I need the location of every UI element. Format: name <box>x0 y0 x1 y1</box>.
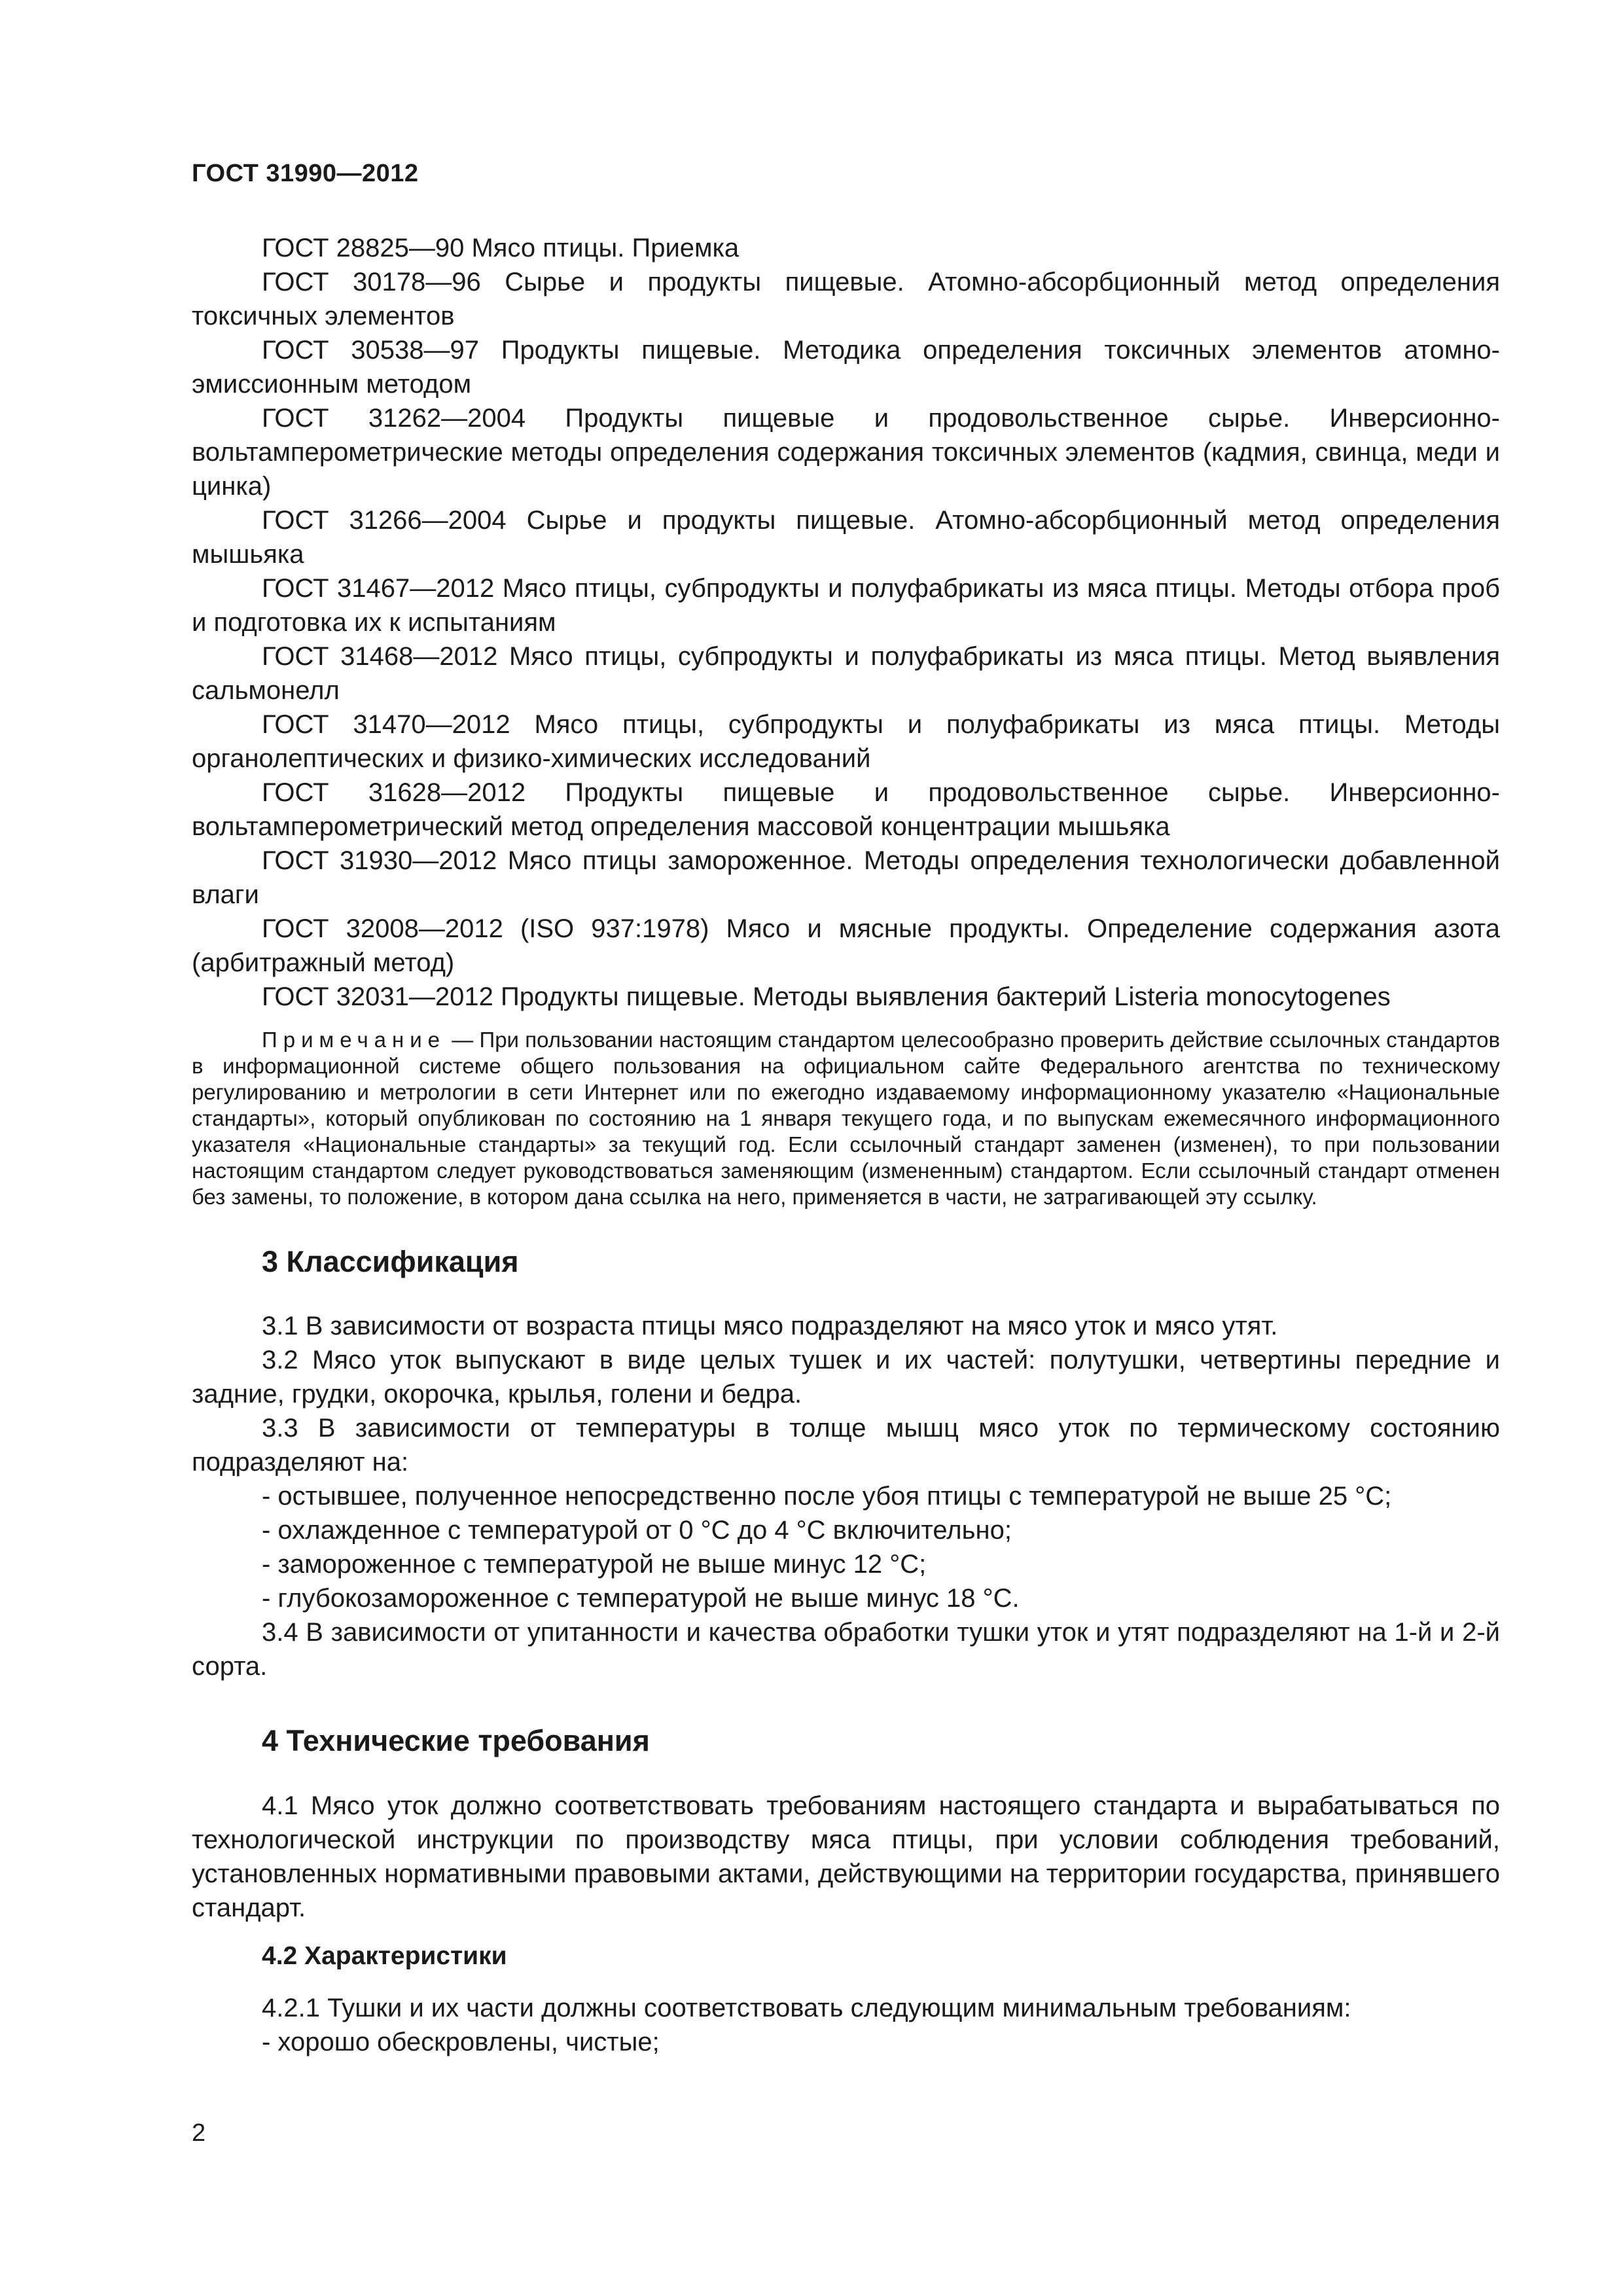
list-item: - остывшее, полученное непосредственно после убоя птицы с температурой не выше 25 °С; <box>262 1482 1392 1511</box>
reference-item: ГОСТ 31266—2004 Сырье и продукты пищевые. Атомно-абсорбционный метод определения мышьяка <box>192 506 1500 569</box>
paragraph: 3.1 В зависимости от возраста птицы мясо подразделяют на мясо уток и мясо утят. <box>262 1312 1278 1340</box>
subsection-header <box>192 1939 1500 1973</box>
reference-item: ГОСТ 31468—2012 Мясо птицы, субпродукты и полуфабрикаты из мяса птицы. Метод выявления сальмонелл <box>192 642 1500 705</box>
paragraph: 4.2.1 Тушки и их части должны соответствовать следующим минимальным требованиям: <box>262 1994 1351 2022</box>
paragraph: 3.2 Мясо уток выпускают в виде целых тушек и их частей: полутушки, четвертины передние и задние, грудки, окорочка, крылья, голени и бедра. <box>192 1346 1500 1408</box>
subsection-body <box>192 1991 1500 2059</box>
reference-item: ГОСТ 32008—2012 (ISO 937:1978) Мясо и мясные продукты. Определение содержания азота (арбитражный метод) <box>192 914 1500 977</box>
document-header: ГОСТ 31990—2012 <box>192 160 419 187</box>
paragraph: 4.1 Мясо уток должно соответствовать требованиям настоящего стандарта и вырабатываться по технологической инструкции по производству мяса птицы, при условии соблюдения требований, установленных нормативными правовыми актами, действующими на территории государства, принявшего стандарт. <box>192 1791 1500 1922</box>
list-item: - глубокозамороженное с температурой не выше минус 18 °С. <box>262 1584 1020 1613</box>
note-paragraph <box>192 1027 1500 1210</box>
reference-item: ГОСТ 31628—2012 Продукты пищевые и продовольственное сырье. Инверсионно-вольтамперометрический метод определения массовой концентрации мышьяка <box>192 778 1500 841</box>
section-3-body <box>192 1309 1500 1683</box>
list-item: - замороженное с температурой не выше минус 12 °С; <box>262 1550 927 1579</box>
section-title: 4 Технические требования <box>262 1724 650 1757</box>
normative-references <box>192 231 1500 1210</box>
paragraph: 3.4 В зависимости от упитанности и качества обработки тушки уток и утят подразделяют на 1-й и 2-й сорта. <box>192 1618 1500 1681</box>
reference-item: ГОСТ 31467—2012 Мясо птицы, субпродукты и полуфабрикаты из мяса птицы. Методы отбора проб и подготовка их к испытаниям <box>192 574 1500 637</box>
reference-item: ГОСТ 31262—2004 Продукты пищевые и продовольственное сырье. Инверсионно-вольтамперометрические методы определения содержания токсичных элементов (кадмия, свинца, меди и цинка) <box>192 404 1500 501</box>
note-label: Примечание <box>262 1028 446 1052</box>
note-text: — При пользовании настоящим стандартом целесообразно проверить действие ссылочных стандартов в информационной системе общего пользования на официальном сайте Федерального агентства по техническому регулированию и метрологии в сети Интернет или по ежегодно издаваемому информационному указателю «Национальные стандарты», который опубликован по состоянию на 1 января текущего года, и по выпускам ежемесячного информационного указателя «Национальные стандарты» за текущий год. Если ссылочный стандарт заменен (изменен), то при пользовании настоящим стандартом следует руководствоваться заменяющим (измененным) стандартом. Если ссылочный стандарт отменен без замены, то положение, в котором дана ссылка на него, применяется в части, не затрагивающей эту ссылку. <box>192 1028 1500 1209</box>
reference-item: ГОСТ 31930—2012 Мясо птицы замороженное. Методы определения технологически добавленной влаги <box>192 846 1500 909</box>
paragraph: 3.3 В зависимости от температуры в толще мышц мясо уток по термическому состоянию подразделяют на: <box>192 1414 1500 1477</box>
section-4-header <box>192 1723 1500 1759</box>
list-item: - охлажденное с температурой от 0 °С до 4 °С включительно; <box>262 1516 1012 1545</box>
section-4-body <box>192 1789 1500 1925</box>
reference-item: ГОСТ 31470—2012 Мясо птицы, субпродукты и полуфабрикаты из мяса птицы. Методы органолептических и физико-химических исследований <box>192 710 1500 773</box>
reference-item: ГОСТ 30178—96 Сырье и продукты пищевые. Атомно-абсорбционный метод определения токсичных элементов <box>192 268 1500 331</box>
reference-item: ГОСТ 28825—90 Мясо птицы. Приемка <box>262 234 740 262</box>
section-title: 3 Классификация <box>262 1245 519 1278</box>
list-item: - хорошо обескровлены, чистые; <box>262 2028 660 2056</box>
section-3-header <box>192 1244 1500 1280</box>
page-number: 2 <box>192 2119 206 2147</box>
reference-item: ГОСТ 30538—97 Продукты пищевые. Методика определения токсичных элементов атомно-эмиссионным методом <box>192 336 1500 399</box>
subsection-title: 4.2 Характеристики <box>262 1942 507 1970</box>
reference-item: ГОСТ 32031—2012 Продукты пищевые. Методы выявления бактерий Listeria monocytogenes <box>262 982 1391 1011</box>
